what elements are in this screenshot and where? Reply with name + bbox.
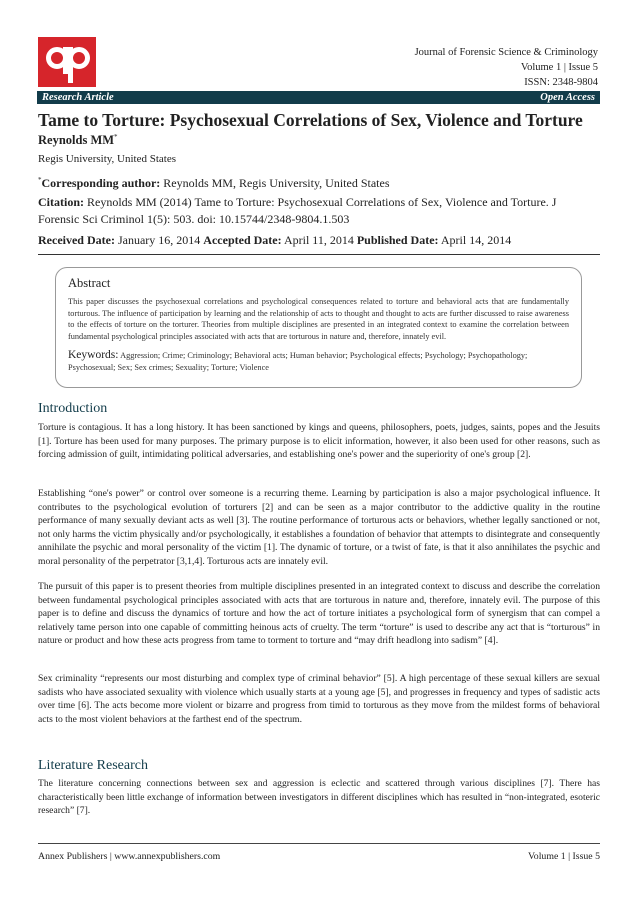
- received-label: Received Date:: [38, 233, 115, 247]
- open-access-label: Open Access: [540, 92, 595, 103]
- introduction-heading: Introduction: [38, 401, 108, 416]
- intro-paragraph-1: Torture is contagious. It has a long history. It has been sanctioned by kings and queens, philosophers, poets, judges, saints, popes and the Jesuits [1]. Torture has been used for many purposes. The primary purpose is to elicit information, however, it also been used for other reasons, such as forcing admission of guilt, intimidating political adversaries, and establishing one's power and the superiority of one's group [2].: [38, 422, 600, 460]
- corresponding-mark: *: [38, 176, 42, 184]
- publisher-logo: [38, 37, 96, 87]
- citation-text: Reynolds MM (2014) Tame to Torture: Psychosexual Correlations of Sex, Violence and Torture. J Forensic Sci Criminol 1(5): 503. doi: 10.15744/2348-9804.1.503: [38, 195, 557, 226]
- literature-paragraph-1: The literature concerning connections between sex and aggression is eclectic and scattered through various disciplines [7]. There has characteristically been little exchange of information between investigators in different disciplines which has resulted in “non-integrated, esoteric research” [7].: [38, 778, 600, 816]
- literature-heading: Literature Research: [38, 758, 148, 773]
- abstract-text: This paper discusses the psychosexual correlations and psychological consequences related to torture and behavioral acts that are fundamentally torturous. The influence of participation by learning and the relationship of acts to thought and thought to acts are further discussed to raise awareness to the effects of torture on the torturer. Theories from multiple disciplines are presented in an integrated context to examine the correlation between fundamental psychological principles associated with acts that are torturous in nature and, therefore, innately evil.: [68, 297, 569, 341]
- dates-line: [38, 233, 511, 248]
- footer-volume: Volume 1 | Issue 5: [528, 851, 600, 862]
- abstract-box: [55, 267, 582, 388]
- keywords: [68, 350, 569, 373]
- keywords-label: Keywords:: [68, 349, 119, 361]
- article-type-bar: [37, 91, 600, 104]
- footer-publisher: Annex Publishers | www.annexpublishers.com: [38, 851, 221, 862]
- journal-name: Journal of Forensic Science & Criminology: [414, 47, 598, 58]
- article-title: Tame to Torture: Psychosexual Correlations of Sex, Violence and Torture: [38, 110, 583, 130]
- journal-issn: ISSN: 2348-9804: [524, 77, 598, 88]
- header-divider: [38, 254, 600, 255]
- received-date: January 16, 2014: [114, 233, 204, 247]
- affiliation: Regis University, United States: [38, 153, 176, 165]
- intro-paragraph-4: Sex criminality “represents our most disturbing and complex type of criminal behavior” [5]. A high percentage of these sexual killers are sexual sadists who have associated sexuality with violence which usually starts at a young age [5], and progresses in frequency and types of sadistic acts over time [6]. The acts become more violent or bizarre and progress from timid to torturous as they move from the mildest forms of behavioral acts to the most violent behaviors at the farthest end of the spectrum.: [38, 673, 600, 725]
- citation: [38, 194, 600, 228]
- journal-volume: Volume 1 | Issue 5: [520, 62, 598, 73]
- intro-paragraph-3: The pursuit of this paper is to present theories from multiple disciplines presented in an integrated context to discuss and describe the correlation between fundamental psychological principles associated with acts that are torturous in nature and, therefore, innately evil. The purpose of this paper is to define and discuss the dynamics of torture and how the act of torture initiates a psychological form of synergism that can compel a relatively tame person into one capable of committing heinous acts of cruelty. The term “torture” is used to describe any act that is “torturous” in nature or product and how these acts progress from tame to torment to torture and “may drift headlong into sadism” [4].: [38, 581, 600, 646]
- article-type-label: Research Article: [42, 92, 114, 103]
- citation-label: Citation:: [38, 195, 84, 209]
- corresponding-text: Reynolds MM, Regis University, United States: [160, 176, 390, 190]
- accepted-label: Accepted Date:: [203, 233, 282, 247]
- corresponding-author: [38, 176, 390, 191]
- author-name: Reynolds MM: [38, 133, 115, 148]
- author-mark: *: [114, 133, 118, 141]
- keywords-text: Aggression; Crime; Criminology; Behavioral acts; Human behavior; Psychological effects; Psychology; Psychopathology; Psychosexual; Sex; Sex crimes; Sexuality; Torture; Violence: [68, 351, 528, 372]
- author-line: [38, 133, 118, 148]
- abstract-heading: Abstract: [68, 276, 111, 290]
- intro-paragraph-2: Establishing “one's power” or control over someone is a recurring theme. Learning by participation is also a major psychological influence. It contributes to the psychological evolution of torturers [2] and can be seen as a major contributor to the addictive quality in the routine performance of many sexually deviant acts as well [3]. The routine performance of torturous acts or behaviors, whether legally sanctioned or not, not only harms the victim physically and/or psychologically, it establishes a foundation of behavior that attempts to disintegrate and consequently annihilate the psychic and moral personality of the victim [1]. The dynamic of torture, or a twist of fate, is that it also annihilates the psychic and moral personality of the perpetrator [3,1,4]. Torturous acts are innately evil.: [38, 488, 600, 567]
- footer-divider: [38, 843, 600, 844]
- accepted-date: April 11, 2014: [281, 233, 357, 247]
- published-date: April 14, 2014: [438, 233, 512, 247]
- journal-info: [415, 45, 598, 90]
- published-label: Published Date:: [356, 233, 439, 247]
- corresponding-label: Corresponding author:: [41, 176, 161, 190]
